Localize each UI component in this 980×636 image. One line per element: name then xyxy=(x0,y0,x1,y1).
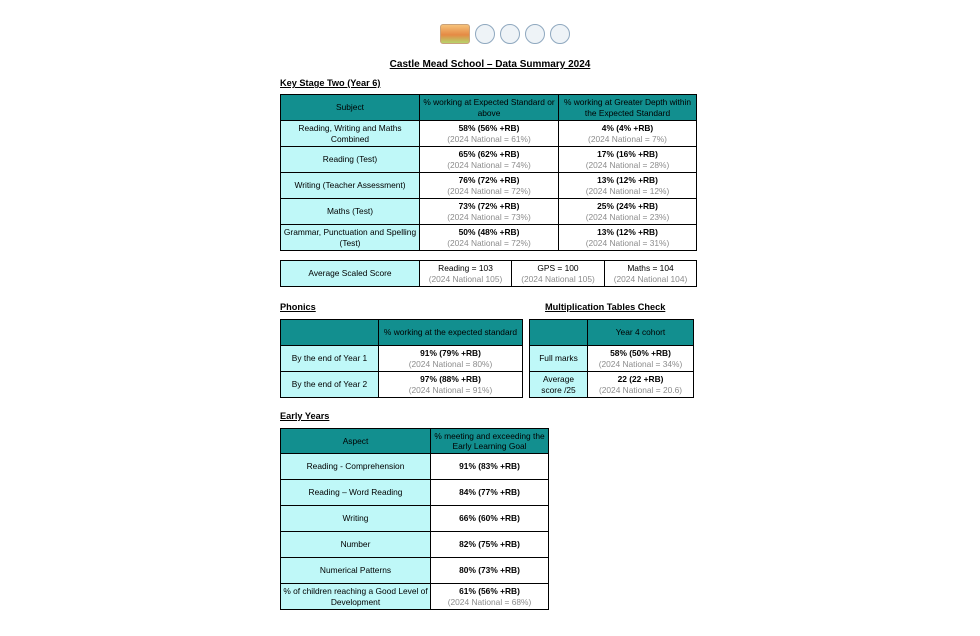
mtc-header: Year 4 cohort xyxy=(588,320,694,346)
early-years-heading: Early Years xyxy=(280,411,330,421)
national-value: (2024 National 105) xyxy=(428,273,503,284)
scaled-score-cell xyxy=(420,261,512,287)
early-label: Numerical Patterns xyxy=(281,558,431,584)
national-value: (2024 National = 72%) xyxy=(447,185,531,196)
page-title: Castle Mead School – Data Summary 2024 xyxy=(389,59,591,70)
table-row xyxy=(530,372,694,398)
phonics-label: By the end of Year 1 xyxy=(281,346,379,372)
badge-icon xyxy=(550,24,570,44)
table-row xyxy=(281,584,549,610)
table-row xyxy=(281,346,523,372)
national-value: (2024 National = 34%) xyxy=(598,358,683,369)
school-logo-icon xyxy=(440,24,470,44)
value: 76% (72% +RB) xyxy=(458,175,520,186)
value: 84% (77% +RB) xyxy=(459,487,520,498)
value: 58% (56% +RB) xyxy=(458,123,520,134)
scaled-score-label: Average Scaled Score xyxy=(281,261,420,287)
value: Reading = 103 xyxy=(438,263,493,274)
table-row xyxy=(281,225,697,251)
phonics-header: % working at the expected standard xyxy=(379,320,523,346)
national-value: (2024 National = 12%) xyxy=(585,185,670,196)
table-row xyxy=(281,199,697,225)
ks2-subject: Reading, Writing and Maths Combined xyxy=(281,121,420,147)
value: 82% (75% +RB) xyxy=(459,539,520,550)
national-value: (2024 National = 20.6) xyxy=(598,384,683,395)
national-value: (2024 National = 28%) xyxy=(585,159,670,170)
phonics-cell xyxy=(379,346,523,372)
value: 65% (62% +RB) xyxy=(458,149,520,160)
value: 91% (83% +RB) xyxy=(459,461,520,472)
table-row xyxy=(281,506,549,532)
table-row xyxy=(281,173,697,199)
mtc-cell xyxy=(588,372,694,398)
early-cell xyxy=(431,558,549,584)
scaled-score-table xyxy=(280,260,697,287)
value: 66% (60% +RB) xyxy=(459,513,520,524)
national-value: (2024 National 104) xyxy=(613,273,688,284)
early-label: Number xyxy=(281,532,431,558)
value: 17% (16% +RB) xyxy=(597,149,658,160)
national-value: (2024 National = 72%) xyxy=(447,237,531,248)
national-value: (2024 National = 91%) xyxy=(408,384,493,395)
early-cell xyxy=(431,454,549,480)
value: 97% (88% +RB) xyxy=(420,374,481,385)
national-value: (2024 National = 31%) xyxy=(585,237,670,248)
ks2-greater-cell xyxy=(559,173,697,199)
ks2-expected-cell xyxy=(420,147,559,173)
ks2-heading: Key Stage Two (Year 6) xyxy=(280,78,381,88)
early-label: % of children reaching a Good Level of Development xyxy=(281,584,431,610)
early-years-table xyxy=(280,428,549,610)
table-row xyxy=(281,480,549,506)
value: GPS = 100 xyxy=(537,263,579,274)
mtc-heading: Multiplication Tables Check xyxy=(545,302,666,312)
ks2-greater-cell xyxy=(559,199,697,225)
value: 50% (48% +RB) xyxy=(458,227,520,238)
early-cell xyxy=(431,584,549,610)
ks2-expected-cell xyxy=(420,121,559,147)
ks2-subject: Reading (Test) xyxy=(281,147,420,173)
badge-icon xyxy=(475,24,495,44)
value: 25% (24% +RB) xyxy=(597,201,658,212)
ks2-expected-cell xyxy=(420,199,559,225)
early-label: Reading - Comprehension xyxy=(281,454,431,480)
table-row xyxy=(281,454,549,480)
phonics-heading: Phonics xyxy=(280,302,316,312)
national-value: (2024 National = 68%) xyxy=(447,596,532,607)
value: 13% (12% +RB) xyxy=(597,175,658,186)
value: 80% (73% +RB) xyxy=(459,565,520,576)
phonics-header-empty xyxy=(281,320,379,346)
mtc-header-empty xyxy=(530,320,588,346)
table-row xyxy=(281,372,523,398)
national-value: (2024 National = 23%) xyxy=(585,211,670,222)
scaled-score-cell xyxy=(605,261,697,287)
national-value: (2024 National = 7%) xyxy=(588,133,667,144)
phonics-cell xyxy=(379,372,523,398)
value: 61% (56% +RB) xyxy=(459,586,520,597)
value: 22 (22 +RB) xyxy=(617,374,664,385)
ks2-subject: Writing (Teacher Assessment) xyxy=(281,173,420,199)
early-label: Writing xyxy=(281,506,431,532)
ks2-greater-cell xyxy=(559,225,697,251)
value: 73% (72% +RB) xyxy=(458,201,520,212)
logo-strip xyxy=(440,22,570,46)
ks2-table xyxy=(280,94,697,251)
ks2-header-greater: % working at Greater Depth within the Expected Standard xyxy=(559,95,697,121)
value: 58% (50% +RB) xyxy=(610,348,671,359)
national-value: (2024 National = 73%) xyxy=(447,211,531,222)
ks2-subject: Grammar, Punctuation and Spelling (Test) xyxy=(281,225,420,251)
table-row xyxy=(281,147,697,173)
early-label: Reading – Word Reading xyxy=(281,480,431,506)
value: Maths = 104 xyxy=(627,263,674,274)
mtc-label: Average score /25 xyxy=(530,372,588,398)
mtc-label: Full marks xyxy=(530,346,588,372)
national-value: (2024 National = 80%) xyxy=(408,358,493,369)
early-cell xyxy=(431,480,549,506)
ks2-greater-cell xyxy=(559,121,697,147)
early-cell xyxy=(431,532,549,558)
phonics-label: By the end of Year 2 xyxy=(281,372,379,398)
table-row xyxy=(530,346,694,372)
national-value: (2024 National 105) xyxy=(521,273,595,284)
value: 91% (79% +RB) xyxy=(420,348,481,359)
value: 4% (4% +RB) xyxy=(601,123,654,134)
scaled-score-cell xyxy=(512,261,605,287)
badge-icon xyxy=(525,24,545,44)
table-row xyxy=(281,121,697,147)
national-value: (2024 National = 74%) xyxy=(447,159,531,170)
ks2-greater-cell xyxy=(559,147,697,173)
early-cell xyxy=(431,506,549,532)
phonics-table xyxy=(280,319,523,398)
early-header-value: % meeting and exceeding the Early Learning Goal xyxy=(431,429,549,454)
ks2-header-expected: % working at Expected Standard or above xyxy=(420,95,559,121)
mtc-cell xyxy=(588,346,694,372)
value: 13% (12% +RB) xyxy=(597,227,658,238)
ks2-expected-cell xyxy=(420,173,559,199)
badge-icon xyxy=(500,24,520,44)
ks2-header-subject: Subject xyxy=(281,95,420,121)
national-value: (2024 National = 61%) xyxy=(447,133,531,144)
ks2-expected-cell xyxy=(420,225,559,251)
early-header-aspect: Aspect xyxy=(281,429,431,454)
ks2-subject: Maths (Test) xyxy=(281,199,420,225)
table-row xyxy=(281,558,549,584)
table-row xyxy=(281,532,549,558)
mtc-table xyxy=(529,319,694,398)
